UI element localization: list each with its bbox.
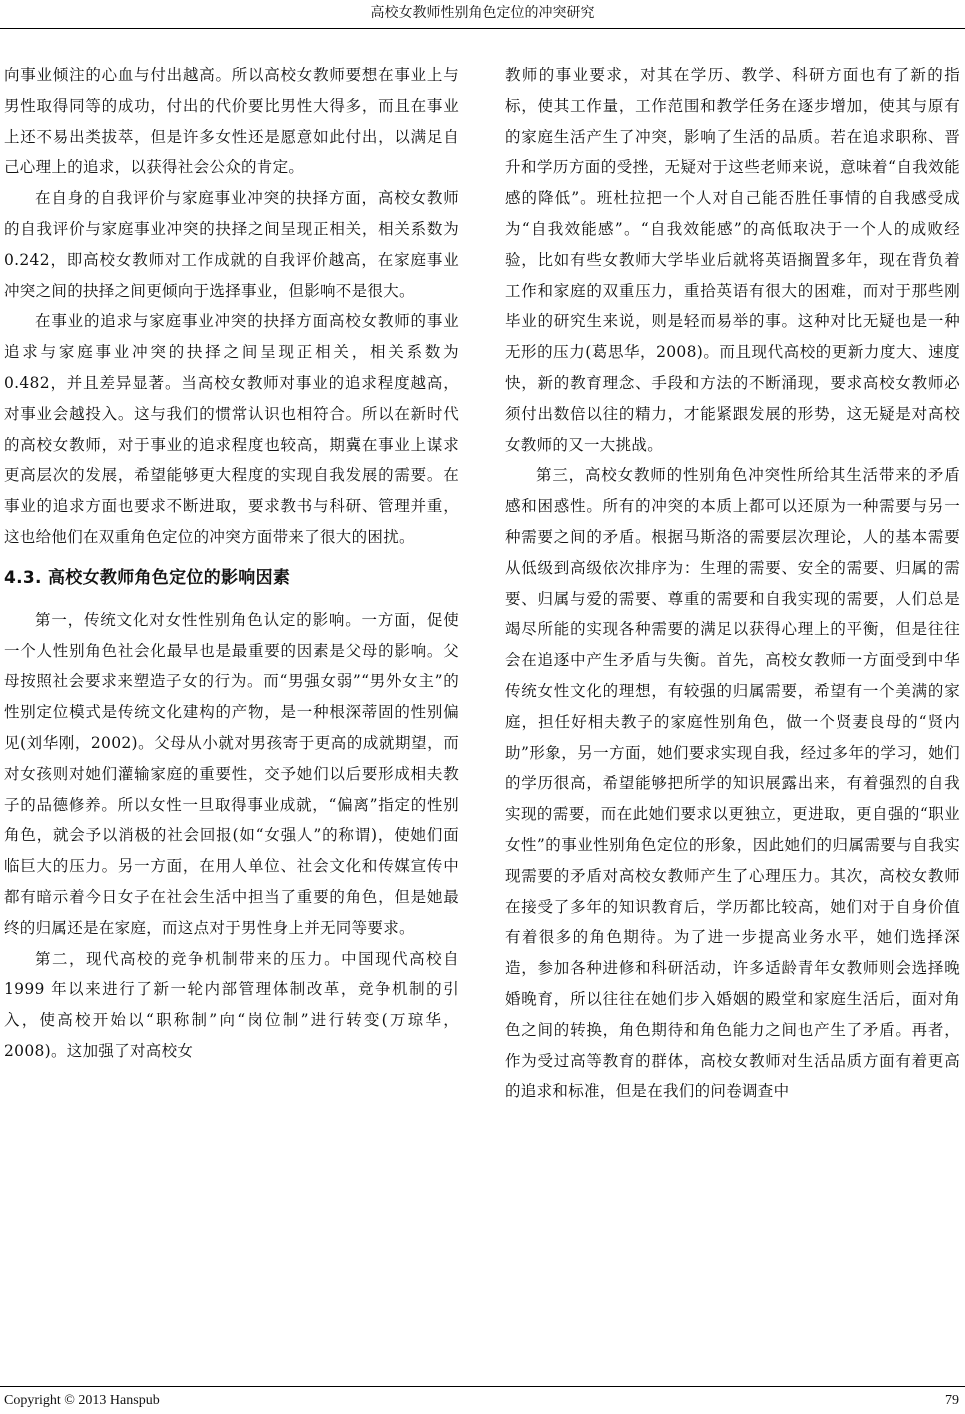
header-rule [0,28,965,29]
left-column [4,60,459,1067]
left-paragraph-2: 在自身的自我评价与家庭事业冲突的抉择方面，高校女教师的自我评价与家庭事业冲突的抉择之间呈现正相关，相关系数为 0.242，即高校女教师对工作成就的自我评价越高，在家庭事业冲突之间的抉择之间更倾向于选择事业，但影响不是很大。 [4,189,459,300]
running-title: 高校女教师性别角色定位的冲突研究 [370,5,595,21]
left-paragraph-5: 第二，现代高校的竞争机制带来的压力。中国现代高校自 1999 年以来进行了新一轮内部管理体制改革，竞争机制的引入，使高校开始以“职称制”向“岗位制”进行转变(万琼华，2008)。这加强了对高校女 [4,949,459,1060]
left-paragraph-1: 向事业倾注的心血与付出越高。所以高校女教师要想在事业上与男性取得同等的成功，付出的代价要比男性大得多，而且在事业上还不易出类拔萃，但是许多女性还是愿意如此付出，以满足自己心理上的追求，以获得社会公众的肯定。 [4,66,459,177]
right-paragraph-2: 第三，高校女教师的性别角色冲突性所给其生活带来的矛盾感和困惑性。所有的冲突的本质上都可以还原为一种需要与另一种需要之间的矛盾。根据马斯洛的需要层次理论，人的基本需要从低级到高级依次排序为：生理的需要、安全的需要、归属的需要、归属与爱的需要、尊重的需要和自我实现的需要，人们总是竭尽所能的实现各种需要的满足以获得心理上的平衡，但是往往会在追逐中产生矛盾与失衡。首先，高校女教师一方面受到中华传统女性文化的理想，有较强的归属需要，希望有一个美满的家庭，担任好相夫教子的家庭性别角色，做一个贤妻良母的“贤内助”形象，另一方面，她们要求实现自我，经过多年的学习，她们的学历很高，希望能够把所学的知识展露出来，有着强烈的自我实现的需要，而在此她们要求以更独立，更进取，更自强的“职业女性”的事业性别角色定位的形象，因此她们的归属需要与自我实现需要的矛盾对高校女教师产生了心理压力。其次，高校女教师在接受了多年的知识教育后，学历都比较高，她们对于自身价值有着很多的角色期待。为了进一步提高业务水平，她们选择深造，参加各种进修和科研活动，许多适龄青年女教师则会选择晚婚晚育，所以往往在她们步入婚姻的殿堂和家庭生活后，面对角色之间的转换，角色期待和角色能力之间也产生了矛盾。再者，作为受过高等教育的群体，高校女教师对生活品质方面有着更高的追求和标准，但是在我们的问卷调查中 [505,466,960,1101]
section-heading: 4.3. 高校女教师角色定位的影响因素 [4,567,291,588]
right-paragraph-1: 教师的事业要求，对其在学历、教学、科研方面也有了新的指标，使其工作量，工作范围和教学任务在逐步增加，使其与原有的家庭生活产生了冲突，影响了生活的品质。若在追求职称、晋升和学历方面的受挫，无疑对于这些老师来说，意味着“自我效能感的降低”。班杜拉把一个人对自己能否胜任事情的自我感受成为“自我效能感”。“自我效能感”的高低取决于一个人的成败经验，比如有些女教师大学毕业后就将英语搁置多年，现在背负着工作和家庭的双重压力，重拾英语有很大的困难，而对于那些刚毕业的研究生来说，则是轻而易举的事。这种对比无疑也是一种无形的压力(葛思华，2008)。而且现代高校的更新力度大、速度快，新的教育理念、手段和方法的不断涌现，要求高校女教师必须付出数倍以往的精力，才能紧跟发展的形势，这无疑是对高校女教师的又一大挑战。 [505,66,960,454]
right-column [505,60,960,1107]
page-number: 79 [945,1393,959,1408]
footer-rule [0,1386,965,1387]
left-paragraph-3: 在事业的追求与家庭事业冲突的抉择方面高校女教师的事业追求与家庭事业冲突的抉择之间呈现正相关，相关系数为 0.482，并且差异显著。当高校女教师对事业的追求程度越高，对事业会越投入。这与我们的惯常认识也相符合。所以在新时代的高校女教师，对于事业的追求程度也较高，期冀在事业上谋求更高层次的发展，希望能够更大程度的实现自我发展的需要。在事业的追求方面也要求不断进取，要求教书与科研、管理并重，这也给他们在双重角色定位的冲突方面带来了很大的困扰。 [4,312,459,546]
left-paragraph-4: 第一，传统文化对女性性别角色认定的影响。一方面，促使一个人性别角色社会化最早也是最重要的因素是父母的影响。父母按照社会要求来塑造子女的行为。而“男强女弱”“男外女主”的性别定位模式是传统文化建构的产物，是一种根深蒂固的性别偏见(刘华刚，2002)。父母从小就对男孩寄于更高的成就期望，而对女孩则对她们灌输家庭的重要性，交予她们以后要形成相夫教子的品德修养。所以女性一旦取得事业成就，“偏离”指定的性别角色，就会予以消极的社会回报(如“女强人”的称谓)，使她们面临巨大的压力。另一方面，在用人单位、社会文化和传媒宣传中都有暗示着今日女子在社会生活中担当了重要的角色，但是她最终的归属还是在家庭，而这点对于男性身上并无同等要求。 [4,610,459,937]
copyright-notice: Copyright © 2013 Hanspub [4,1393,160,1408]
